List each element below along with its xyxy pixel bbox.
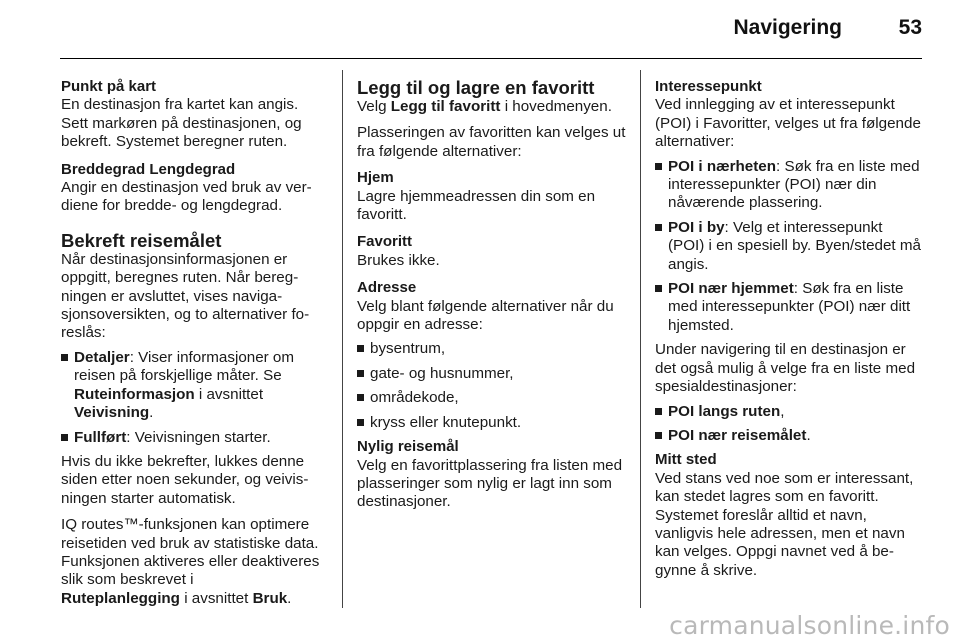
paragraph-nylig: Velg en favorittplassering fra listen med plasseringer som nylig er lagt inn som destinasjoner. (357, 456, 623, 511)
item-text: områdekode, (370, 389, 459, 407)
item-text: , (780, 402, 785, 420)
term-detaljer: Detaljer (74, 348, 130, 366)
item-text: : Søk fra en liste med interessepunkter (POI) nær ditt hjemsted. (668, 280, 911, 334)
adresse-options-list (357, 340, 627, 432)
column-divider-1 (342, 70, 343, 608)
bullet-icon (357, 394, 364, 401)
bullet-icon (357, 419, 364, 426)
section-heading-favoritt: Favoritt (357, 233, 413, 251)
paragraph-mitt-sted: Ved stans ved noe som er interessant, kan stedet lagres som en favoritt. Systemet foreslår alltid et navn, vanligvis hele adressen, men et navn kan velges. Oppgi navnet ved å begynne å skrive. (655, 469, 914, 579)
term-poi-naer-hjemmet: POI nær hjemmet (668, 280, 794, 298)
list-item (357, 365, 627, 383)
term-poi-langs-ruten: POI langs ruten (668, 402, 781, 420)
header-divider (60, 58, 922, 59)
bullet-icon (61, 434, 68, 441)
paragraph-bekreft: Når destinasjonsinformasjonen er oppgitt, beregnes ruten. Når beregningen er avsluttet, vises navigasjonsoversikten, og to alternativer foreslås: (61, 250, 310, 342)
section-heading-hjem: Hjem (357, 169, 394, 187)
bullet-icon (655, 408, 662, 415)
poi-options-list (655, 158, 922, 336)
term-fullfort: Fullført (74, 428, 127, 446)
column-3 (655, 78, 922, 580)
item-text: gate- og husnummer, (370, 364, 514, 382)
bullet-icon (655, 163, 662, 170)
page-number: 53 (898, 16, 922, 39)
paragraph-hvis: Hvis du ikke bekrefter, lukkes denne siden etter noen sekunder, og veivisningen starter automatisk. (61, 452, 309, 507)
term-poi-i-naerheten: POI i nærheten (668, 157, 777, 175)
iq-text: IQ routes™-funksjonen kan optimere reisetiden ved bruk av statistiske data. Funksjonen aktiveres eller deaktiveres slik som beskrevet i (61, 516, 320, 589)
velg-pre: Velg (357, 98, 391, 115)
list-item (655, 427, 922, 445)
list-item (357, 389, 627, 407)
list-item (655, 158, 922, 213)
column-divider-2 (640, 70, 641, 608)
ref-ruteplanlegging: Ruteplanlegging (61, 589, 180, 607)
term-poi-naer-reisemalet: POI nær reisemålet (668, 426, 807, 444)
ref-veivisning: Veivisning (74, 404, 150, 422)
paragraph-bredde: Angir en destinasjon ved bruk av verdiene for bredde- og lengdegrad. (61, 179, 312, 215)
bullet-icon (357, 370, 364, 377)
section-heading-adresse: Adresse (357, 279, 417, 297)
item-text: : Velg et interessepunkt (POI) i en spesiell by. Byen/stedet må angis. (668, 218, 921, 273)
section-heading-nylig: Nylig reisemål (357, 438, 459, 456)
item-text: . (806, 426, 811, 444)
item-text: i avsnittet (194, 385, 264, 403)
velg-post: i hovedmenyen. (500, 98, 612, 115)
column-1 (61, 78, 329, 608)
section-heading-mitt-sted: Mitt sted (655, 451, 717, 469)
ref-bruk: Bruk (252, 589, 288, 607)
section-heading-punkt: Punkt på kart (61, 78, 157, 95)
special-poi-list (655, 403, 922, 446)
paragraph-interessepunkt: Ved innlegging av et interessepunkt (POI) i Favoritter, velges ut fra følgende alternativer: (655, 96, 921, 151)
iq-mid: i avsnittet (179, 589, 253, 607)
item-text: bysentrum, (370, 340, 446, 358)
section-heading-bredde: Breddegrad Lengdegrad (61, 160, 236, 178)
bullet-icon (655, 285, 662, 292)
list-item (61, 349, 329, 423)
list-item (357, 414, 627, 432)
section-heading-interessepunkt: Interessepunkt (655, 78, 762, 95)
paragraph-under: Under navigering til en destinasjon er det også mulig å velge fra en liste med spesialdestinasjoner: (655, 341, 916, 396)
item-text: : Viser informasjoner om reisen på forskjellige måter. Se (74, 348, 295, 385)
term-legg-til-favoritt: Legg til favoritt (390, 98, 501, 115)
watermark: carmanualsonline.info (669, 611, 950, 640)
bullet-icon (61, 354, 68, 361)
bullet-icon (655, 432, 662, 439)
paragraph-plasseringen: Plasseringen av favoritten kan velges ut fra følgende alternativer: (357, 124, 626, 160)
item-text: : Søk fra en liste med interessepunkter (POI) nær din nåværende plassering. (668, 157, 920, 212)
list-item (357, 340, 627, 358)
list-item (655, 403, 922, 421)
bullet-icon (357, 345, 364, 352)
list-item (61, 429, 329, 447)
column-2 (357, 78, 627, 512)
list-item (655, 280, 922, 335)
iq-end: . (287, 589, 292, 607)
bullet-icon (655, 224, 662, 231)
paragraph-punkt: En destinasjon fra kartet kan angis. Sett markøren på destinasjonen, og bekreft. Systemet beregner ruten. (61, 96, 302, 151)
paragraph-velg (357, 98, 627, 116)
term-poi-i-by: POI i by (668, 218, 725, 236)
section-heading-legg: Legg til og lagre en favoritt (357, 77, 595, 98)
section-heading-bekreft: Bekreft reisemålet (61, 229, 222, 251)
paragraph-hjem: Lagre hjemmeadressen din som en favoritt. (357, 187, 596, 224)
item-text: kryss eller knutepunkt. (370, 413, 522, 431)
paragraph-adresse: Velg blant følgende alternativer når du oppgir en adresse: (357, 297, 614, 334)
bekreft-options-list (61, 349, 329, 447)
ref-ruteinformasjon: Ruteinformasjon (74, 385, 195, 403)
list-item (655, 219, 922, 274)
paragraph-iq (61, 516, 329, 608)
item-text: : Veivisningen starter. (126, 428, 271, 446)
item-text: . (149, 404, 154, 422)
page-title: Navigering (733, 16, 842, 39)
paragraph-favoritt: Brukes ikke. (357, 251, 440, 269)
